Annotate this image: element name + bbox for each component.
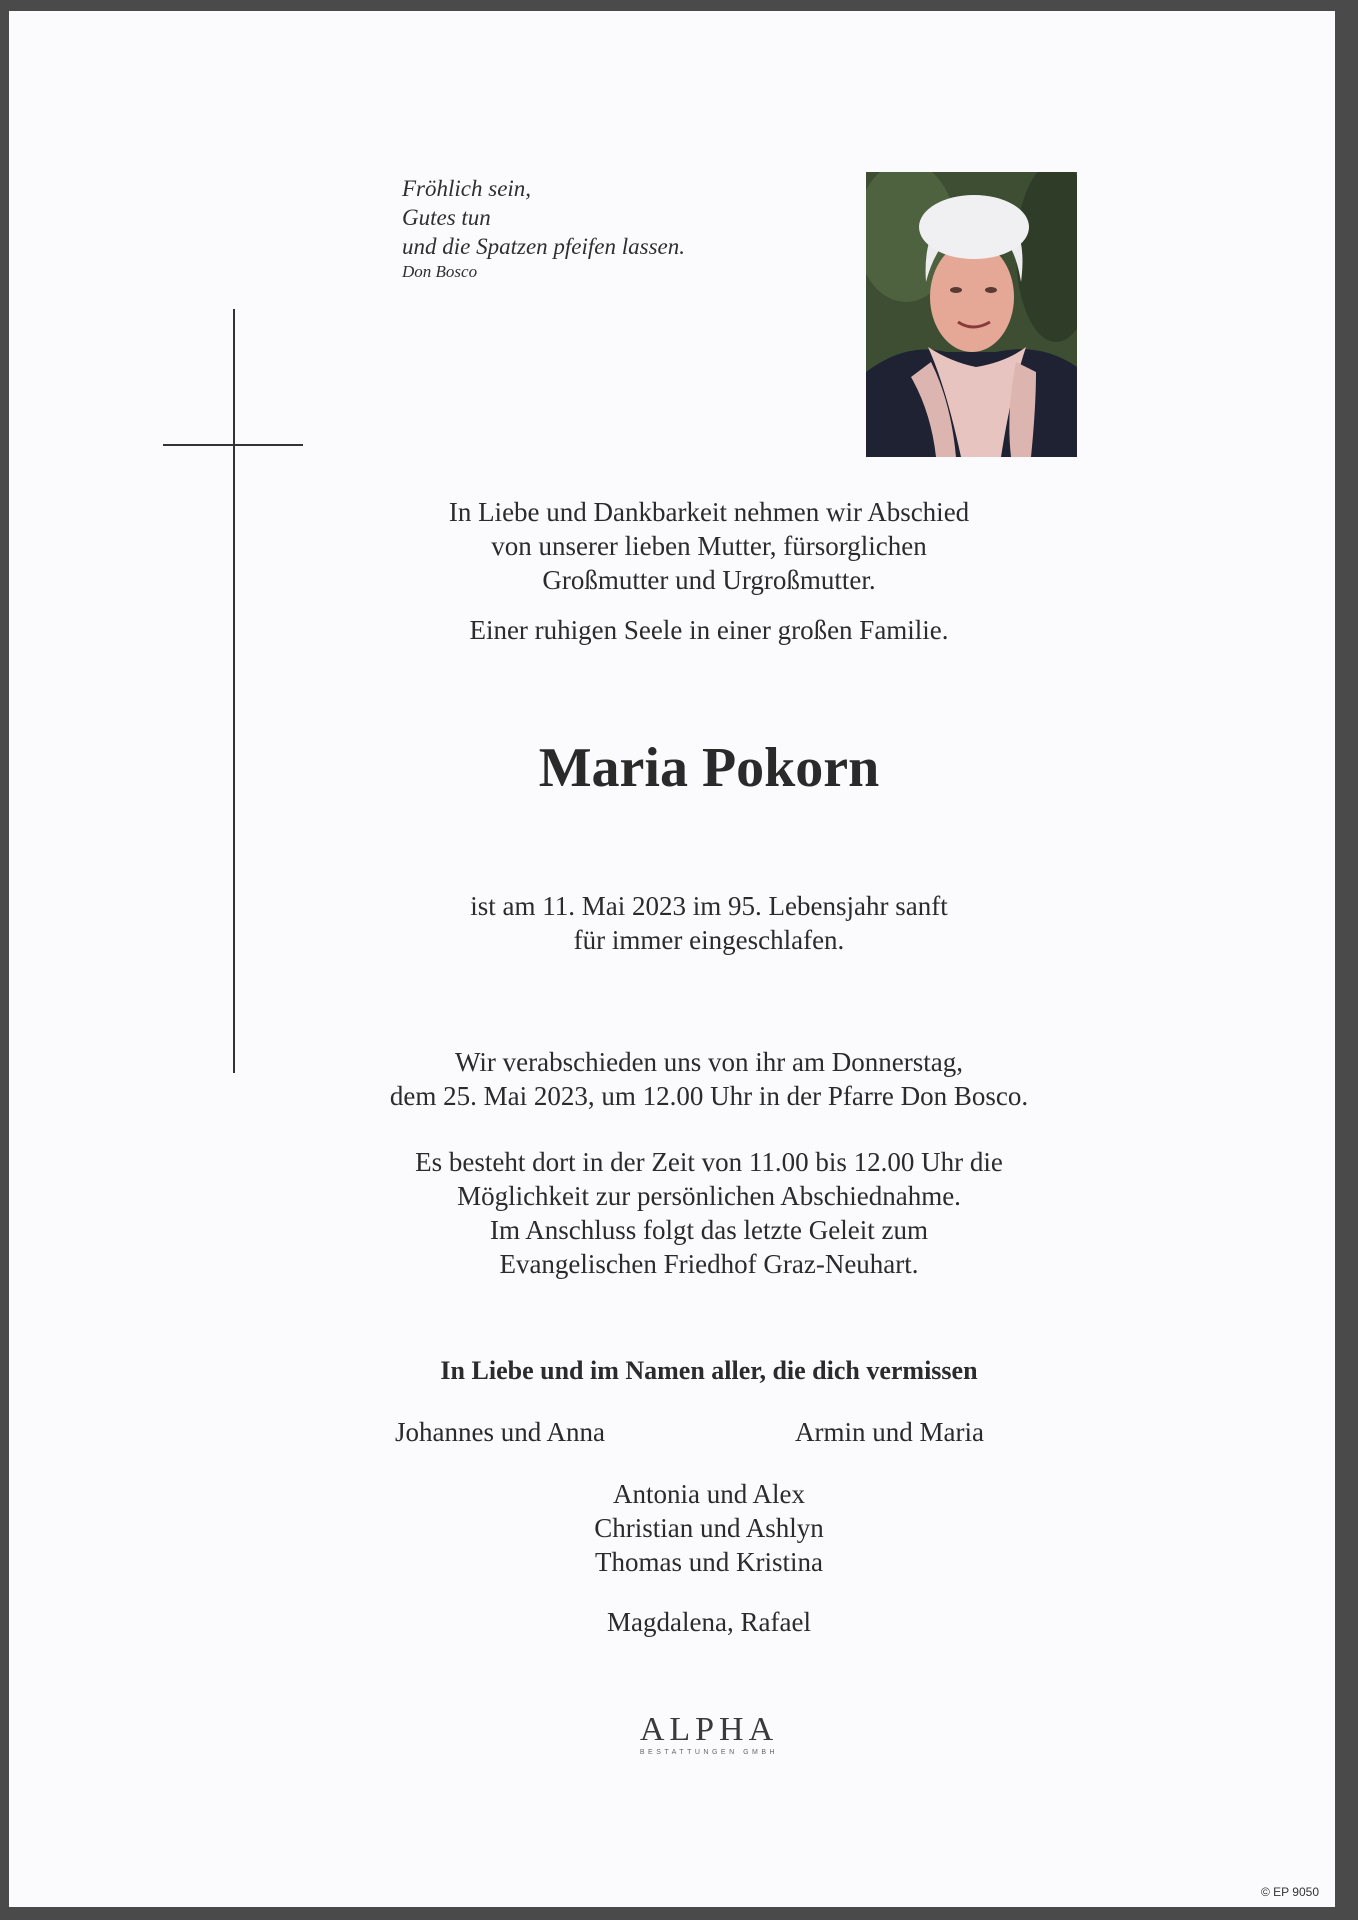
death-line: für immer eingeschlafen. [573, 925, 845, 955]
obituary-sheet [9, 11, 1335, 1907]
cross-vertical [233, 309, 235, 1073]
farewell-line: Wir verabschieden uns von ihr am Donnerstag, [454, 1047, 964, 1077]
details-text [259, 1145, 1159, 1281]
tagline: Einer ruhigen Seele in einer großen Familie. [469, 615, 949, 645]
intro-line: Großmutter und Urgroßmutter. [542, 565, 876, 595]
intro-text [259, 495, 1159, 597]
portrait-photo [866, 172, 1077, 457]
deceased-name: Maria Pokorn [538, 737, 880, 799]
intro-line: von unserer lieben Mutter, fürsorglichen [491, 531, 927, 561]
death-text [259, 889, 1159, 957]
family-last: Magdalena, Rafael [607, 1607, 811, 1637]
family-member: Christian und Ashlyn [594, 1513, 824, 1543]
family-middle [259, 1477, 1159, 1579]
details-line: Im Anschluss folgt das letzte Geleit zum [490, 1215, 928, 1245]
death-line: ist am 11. Mai 2023 im 95. Lebensjahr sanft [470, 891, 948, 921]
footer-code: © EP 9050 [1261, 1885, 1319, 1899]
intro-line: In Liebe und Dankbarkeit nehmen wir Abschied [448, 497, 970, 527]
quote-author: Don Bosco [402, 262, 478, 281]
details-line: Evangelischen Friedhof Graz-Neuhart. [499, 1249, 919, 1279]
details-line: Es besteht dort in der Zeit von 11.00 bis 12.00 Uhr die [415, 1147, 1003, 1177]
farewell-text [259, 1045, 1159, 1113]
funeral-home-logo [609, 1713, 809, 1756]
signature-line: In Liebe und im Namen aller, die dich vermissen [440, 1356, 978, 1385]
portrait-illustration [866, 172, 1077, 457]
family-member: Antonia und Alex [613, 1479, 805, 1509]
quote-line: Fröhlich sein, [402, 176, 532, 201]
logo-name: ALPHA [639, 1711, 779, 1748]
family-right: Armin und Maria [795, 1417, 984, 1447]
family-left: Johannes und Anna [395, 1417, 605, 1447]
details-line: Möglichkeit zur persönlichen Abschiednahme. [457, 1181, 961, 1211]
quote [402, 174, 685, 283]
logo-subtitle: BESTATTUNGEN GMBH [639, 1749, 779, 1756]
family-member: Thomas und Kristina [595, 1547, 823, 1577]
quote-line: und die Spatzen pfeifen lassen. [402, 234, 685, 259]
cross-horizontal [163, 444, 303, 446]
farewell-line: dem 25. Mai 2023, um 12.00 Uhr in der Pfarre Don Bosco. [389, 1081, 1029, 1111]
quote-line: Gutes tun [402, 205, 491, 230]
